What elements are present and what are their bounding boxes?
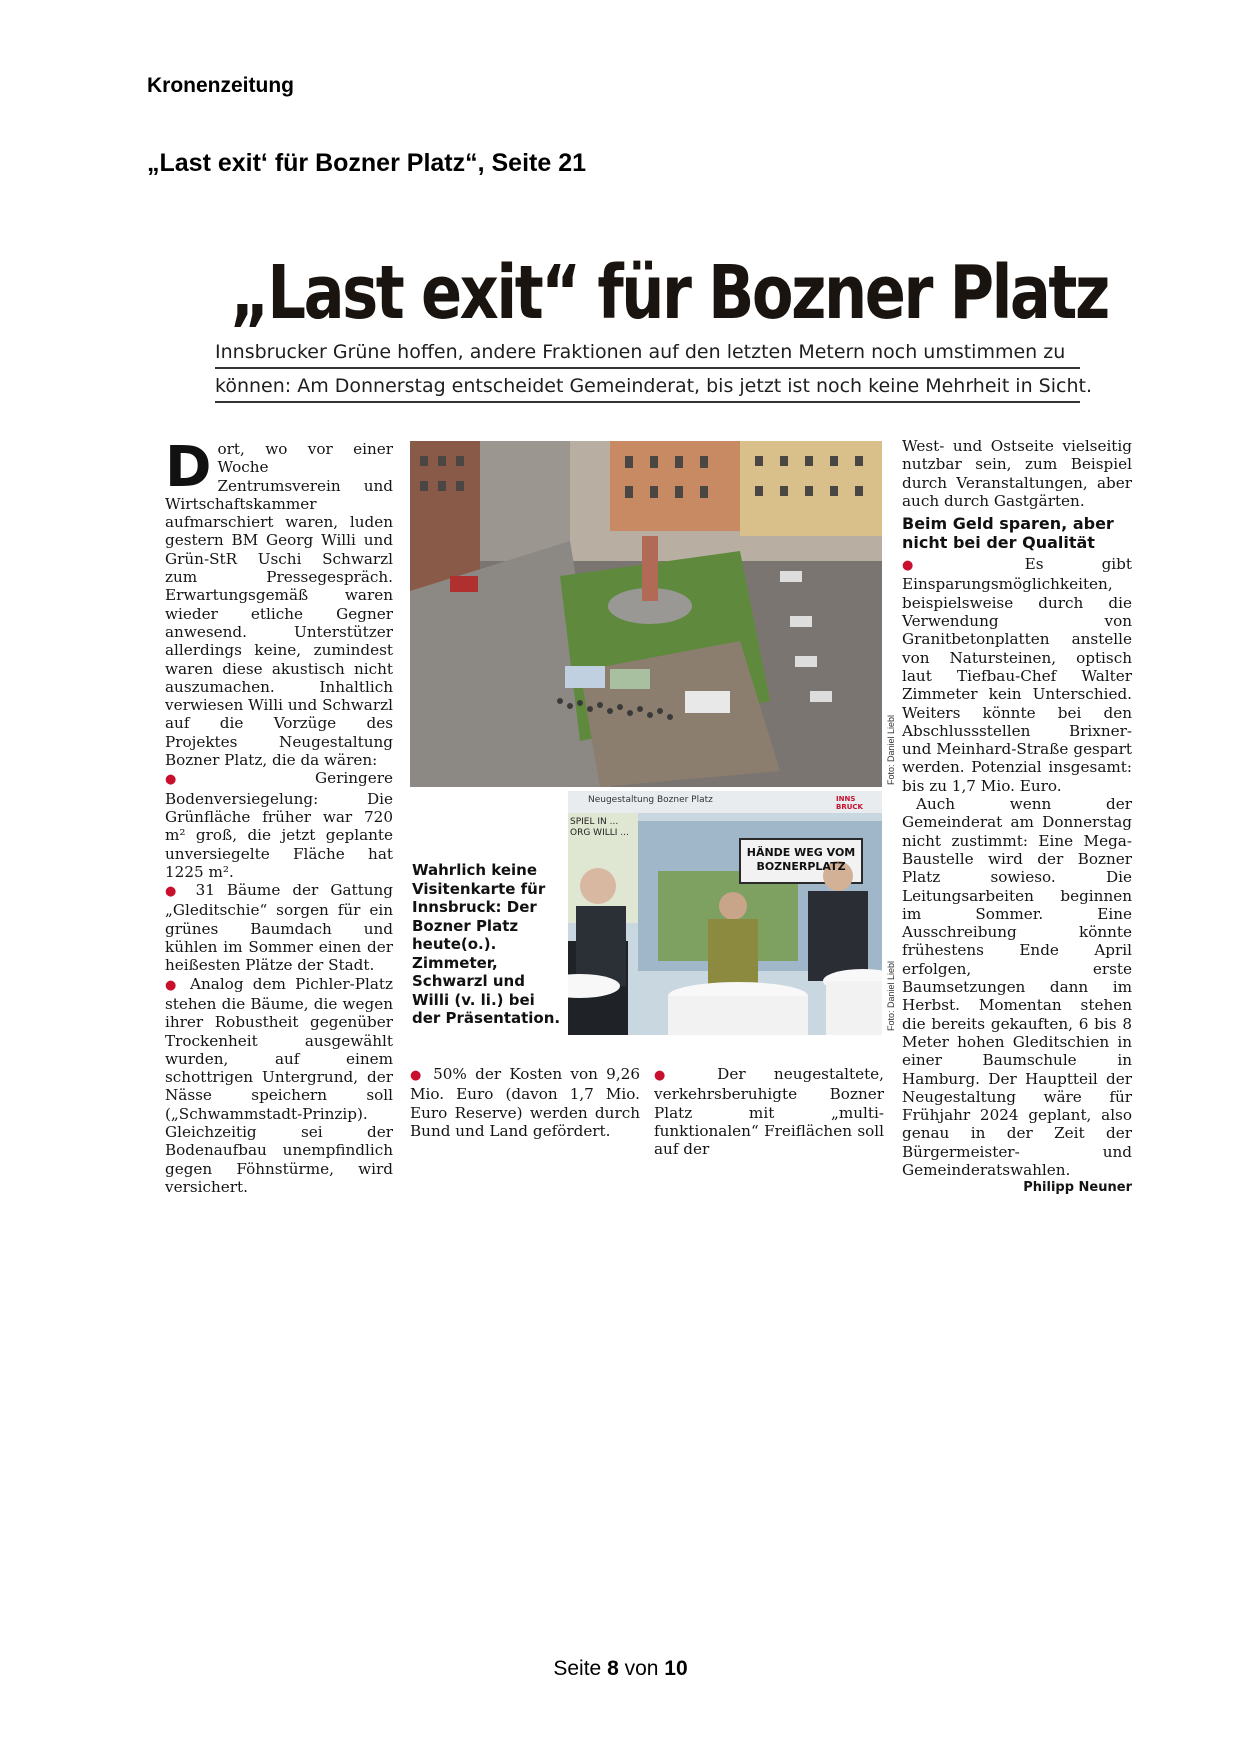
bullet-dot-icon: ● [165,884,184,900]
bullet-item: ● Geringere Bodenversiegelung: Die Grünfläche früher war 720 m² groß, die jetzt geplante unversiegelte Fläche hat 1225 m². [165,769,393,881]
photo-caption: Wahrlich keine Visitenkarte für Innsbruck: Der Bozner Platz heute(o.). Zimmeter, Schwarzl und Willi (v. li.) bei der Präsentation. [412,861,561,1027]
bullet-dot-icon: ● [902,558,967,574]
article-reference-title: „Last exit‘ für Bozner Platz“, Seite 21 [147,149,587,177]
closing-paragraph: Auch wenn der Gemeinderat am Donnerstag nicht zustimmt: Eine Mega-Baustelle wird der Bozner Platz sowieso. Die Leitungsarbeiten beginnen im Sommer. Eine Ausschreibung könnte frühestens Ende April erfolgen, erste Baumsetzungen dann im Herbst. Momentan stehen die bereits gekauften, 6 bis 8 Meter hohen Gleditschien in einer Baumschule in Hamburg. Der Hauptteil der Neugestaltung wäre für Frühjahr 2024 geplant, also genau in der Zeit der Bürgermeister- und Gemeinderatswahlen. Philipp Neuner [902,795,1132,1179]
city-logo: INNS BRUCK [836,795,863,811]
page-number: 8 [607,1657,619,1680]
page-label: Seite [553,1657,602,1680]
source-name: Kronenzeitung [147,74,294,97]
author-byline: Philipp Neuner [1023,1180,1132,1196]
column-1 [165,435,394,1196]
bullet-dot-icon: ● [165,772,244,788]
page-footer [0,1657,1241,1681]
bullet-dot-icon: ● [654,1068,689,1083]
page-of-label: von [624,1657,659,1680]
protest-sign-text: HÄNDE WEG VOM BOZNERPLATZ [746,846,856,873]
presentation-photo [568,791,882,1035]
bullet-item: ● Analog dem Pichler-Platz stehen die Bäume, die wegen ihrer Robustheit gegenüber Trockenheit ausgewählt wurden, auf einem schottrigen Untergrund, der Nässe speichern soll („Schwammstadt-Prinzip). Gleichzeitig sei der Bodenaufbau unempfindlich gegen Föhnstürme, wird versichert. [165,974,393,1196]
bullet-dot-icon: ● [410,1068,425,1083]
bullet-item: ● Der neugestaltete, verkehrsberuhigte Bozner Platz mit „multi-funktionalen“ Freiflächen soll auf der [654,1065,884,1159]
column-4 [902,437,1132,1198]
display-board-text: SPIEL IN ... ORG WILLI ... [570,817,629,838]
intro-paragraph: ort, wo vor einer Woche Zentrumsverein und Wirtschaftskammer aufmarschiert waren, luden gestern BM Georg Willi und Grün-StR Uschi Schwarzl zum Pressegespräch. Erwartungsgemäß waren wieder etliche Gegner anwesend. Unterstützer allerdings keine, zumindest waren diese akustisch nicht auszumachen. Inhaltlich verwiesen Willi und Schwarzl auf die Vorzüge des Projektes Neugestaltung Bozner Platz, die da wären: [165,440,393,770]
article-subheadline-line2: können: Am Donnerstag entscheidet Gemeinderat, bis jetzt ist noch keine Mehrheit in Sicht. [215,371,1080,403]
photo-credit: Foto: Daniel Liebl [886,960,896,1031]
section-subheading: Beim Geld sparen, aber nicht bei der Qualität [902,514,1114,553]
bullet-item: ● Es gibt Einsparungsmöglichkeiten, beispielsweise durch die Verwendung von Granitbetonplatten anstelle von Natursteinen, optisch laut Tiefbau-Chef Walter Zimmeter kein Unterschied. Weiters könnte bei den Abschlussstellen Brixner- und Meinhard-Straße gespart werden. Potenzial insgesamt: bis zu 1,7 Mio. Euro. [902,555,1132,795]
column-3 [654,1065,884,1158]
column-2 [410,1065,640,1140]
photo-banner-text: Neugestaltung Bozner Platz [588,795,713,805]
continued-paragraph: West- und Ostseite vielseitig nutzbar sein, zum Beispiel durch Veranstaltungen, aber auch durch Gastgärten. [902,437,1132,510]
article-subheadline-line1: Innsbrucker Grüne hoffen, andere Fraktionen auf den letzten Metern noch umstimmen zu [215,337,1080,369]
article-headline: „Last exit“ für Bozner Platz [230,250,1108,336]
drop-cap: D [165,435,212,500]
newspaper-clipping [160,245,1135,1196]
photo-credit: Foto: Daniel Liebl [886,714,896,785]
page-total: 10 [664,1657,688,1680]
bullet-dot-icon: ● [165,977,181,993]
bullet-item: ● 50% der Kosten von 9,26 Mio. Euro (davon 1,7 Mio. Euro Reserve) werden durch Bund und Land gefördert. [410,1065,640,1140]
bullet-item: ● 31 Bäume der Gattung „Gleditschie“ sorgen für ein grünes Baumdach und kühlen im Sommer einen der heißesten Plätze der Stadt. [165,881,394,975]
aerial-photo-bozner-platz [410,441,882,787]
